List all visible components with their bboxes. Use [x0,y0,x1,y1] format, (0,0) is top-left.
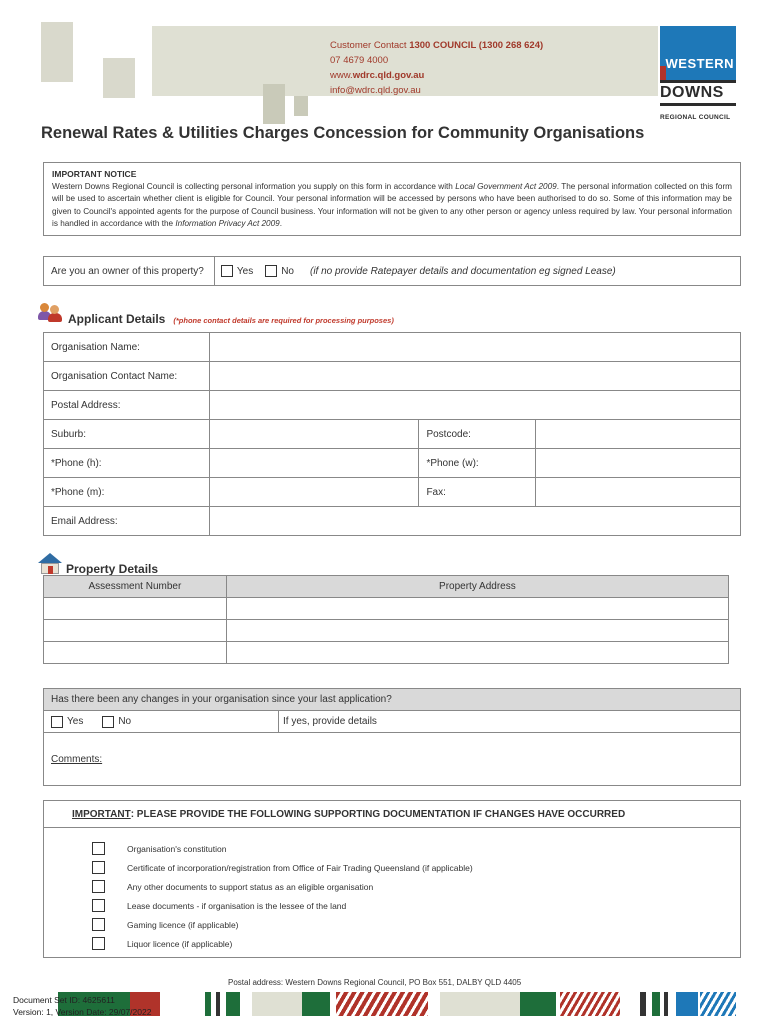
doc-checkbox[interactable] [92,937,105,950]
doc-checkbox[interactable] [92,899,105,912]
header-decoration [103,58,135,98]
org-name-label: Organisation Name: [44,333,210,362]
footer-decoration [652,992,660,1016]
footer-decoration [440,992,520,1016]
assessment-number-header: Assessment Number [44,576,227,598]
important-notice [43,162,741,236]
comments-label: Comments: [51,754,103,765]
footer-decoration [640,992,646,1016]
changes-yes-checkbox[interactable] [51,716,63,728]
postcode-label: Postcode: [419,420,536,449]
logo-word-downs: DOWNS [660,84,724,101]
people-icon [38,301,64,323]
email-field[interactable] [209,507,740,536]
footer-decoration [664,992,668,1016]
contact-email[interactable]: info@wdrc.qld.gov.au [330,85,421,96]
property-address-field[interactable] [226,598,728,620]
org-contact-field[interactable] [209,362,740,391]
footer-decoration [560,992,620,1016]
header-decoration [263,84,285,124]
document-version: Version: 1, Version Date: 29/07/2022 [13,1007,152,1017]
list-item [92,839,740,858]
assessment-number-field[interactable] [44,642,227,664]
org-contact-label: Organisation Contact Name: [44,362,210,391]
property-address-field[interactable] [226,620,728,642]
contact-number: 1300 COUNCIL (1300 268 624) [409,40,544,51]
property-table [43,575,729,664]
documentation-section [43,800,741,958]
changes-details-label: If yes, provide details [283,716,377,727]
property-address-field[interactable] [226,642,728,664]
applicant-subnote: (*phone contact details are required for processing purposes) [173,315,394,325]
notice-act: Local Government Act 2009 [455,181,557,191]
header-decoration [41,22,73,82]
fax-label: Fax: [419,478,536,507]
phone-home-label: *Phone (h): [44,449,210,478]
footer-postal-address: Postal address: Western Downs Regional Council, PO Box 551, DALBY QLD 4405 [228,978,522,987]
footer-decoration [252,992,302,1016]
house-icon [38,553,62,575]
page-title: Renewal Rates & Utilities Charges Concession for Community Organisations [41,124,645,142]
property-section-heading [38,552,158,576]
owner-no-label: No [281,265,294,277]
assessment-number-field[interactable] [44,620,227,642]
owner-question: Are you an owner of this property? [51,265,204,277]
list-item [92,858,740,877]
property-address-header: Property Address [226,576,728,598]
notice-body [52,181,732,231]
doc-checkbox[interactable] [92,842,105,855]
footer-decoration [302,992,330,1016]
notice-text: Western Downs Regional Council is collecting personal information you supply on this form in accordance with [52,181,456,191]
logo-rule [660,80,736,83]
contact-label: Customer Contact [330,40,407,51]
suburb-label: Suburb: [44,420,210,449]
documentation-heading [44,801,740,828]
notice-text: . The personal information collected on this form will be used to ascertain whether client is eligible for Council. Your personal information will be accessed by persons who have been authorised to do so. Some of this information may be given to Council's appointed agents for the purpose of Council business. Your information will not be given to any other person or agency unless required by law. Your personal information is handled in accordance with the [52,181,732,228]
web-prefix: www. [330,70,353,81]
postal-address-field[interactable] [209,391,740,420]
notice-act: Information Privacy Act 2009 [175,219,280,228]
footer-decoration [520,992,556,1016]
logo-word-regional-council: REGIONAL COUNCIL [660,114,731,121]
notice-text: . [279,219,283,228]
phone-work-field[interactable] [536,449,741,478]
changes-yes-label: Yes [67,716,84,727]
doc-checkbox[interactable] [92,880,105,893]
phone-mobile-label: *Phone (m): [44,478,210,507]
changes-no-label: No [118,716,132,727]
changes-no-checkbox[interactable] [102,716,114,728]
fax-field[interactable] [536,478,741,507]
contact-phone: 07 4679 4000 [330,55,389,66]
document-set-id: Document Set ID: 4625611 [13,995,115,1005]
documentation-heading-text: : PLEASE PROVIDE THE FOLLOWING SUPPORTING DOCUMENTATION IF CHANGES HAVE OCCURRED [130,808,626,820]
doc-checkbox[interactable] [92,918,105,931]
doc-item-label: Any other documents to support status as an eligible organisation [127,881,374,892]
list-item [92,915,740,934]
postal-address-label: Postal Address: [44,391,210,420]
phone-home-field[interactable] [209,449,419,478]
list-item [92,877,740,896]
doc-item-label: Gaming licence (if applicable) [127,919,239,930]
list-item [92,934,740,953]
owner-yes-label: Yes [236,265,254,277]
changes-question: Has there been any changes in your organisation since your last application? [44,689,740,711]
footer-decoration [700,992,736,1016]
phone-mobile-field[interactable] [209,478,419,507]
notice-heading: IMPORTANT NOTICE [52,169,137,179]
documentation-heading-important: IMPORTANT [72,808,131,820]
footer-decoration [216,992,220,1016]
document-id [13,994,151,1018]
suburb-field[interactable] [209,420,419,449]
list-item [92,896,740,915]
applicant-heading: Applicant Details [68,312,166,326]
applicant-section-heading [38,298,394,326]
postcode-field[interactable] [536,420,741,449]
contact-block [330,38,543,98]
footer-decoration [205,992,211,1016]
doc-item-label: Certificate of incorporation/registration from Office of Fair Trading Queensland (if applicable) [127,862,473,873]
divider [214,256,215,286]
changes-section [43,688,741,786]
owner-yes-checkbox[interactable] [221,265,233,277]
doc-item-label: Lease documents - if organisation is the lessee of the land [127,900,347,911]
footer-decoration [226,992,240,1016]
doc-checkbox[interactable] [92,861,105,874]
council-logo [660,26,736,122]
assessment-number-field[interactable] [44,598,227,620]
owner-note: (if no provide Ratepayer details and documentation eg signed Lease) [310,265,616,277]
doc-item-label: Organisation's constitution [127,843,227,854]
logo-blue-block [660,26,736,80]
applicant-table [43,332,741,536]
web-domain[interactable]: wdrc.qld.gov.au [352,70,425,81]
footer-decoration [676,992,698,1016]
header-decoration [294,96,308,116]
documentation-list [44,828,740,953]
doc-item-label: Liquor licence (if applicable) [127,938,233,949]
email-label: Email Address: [44,507,210,536]
footer-decoration [336,992,428,1016]
logo-word-western: WESTERN [665,56,734,71]
owner-question-row [43,256,741,286]
phone-work-label: *Phone (w): [419,449,536,478]
org-name-field[interactable] [209,333,740,362]
logo-rule [660,103,736,106]
owner-no-checkbox[interactable] [265,265,277,277]
property-heading: Property Details [66,562,159,576]
